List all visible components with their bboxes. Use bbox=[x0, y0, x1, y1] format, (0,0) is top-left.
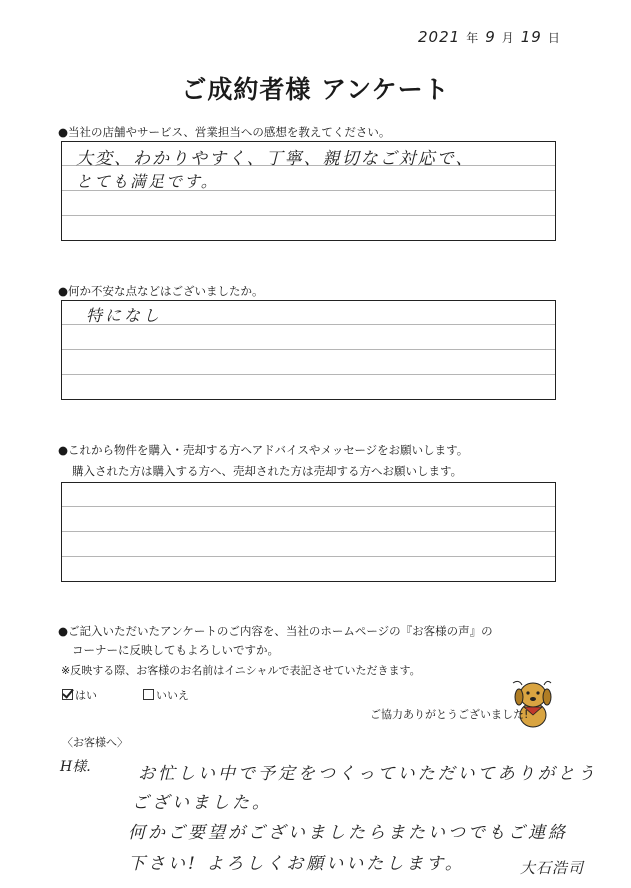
message-line: 何かご要望がございましたらまたいつでもご連絡 bbox=[128, 823, 568, 843]
checkbox-no[interactable] bbox=[143, 689, 154, 700]
checkbox-yes[interactable] bbox=[62, 689, 73, 700]
question-advice: ●これから物件を購入・売却する方へアドバイスやメッセージをお願いします。 bbox=[58, 443, 469, 457]
to-customer-heading: 〈お客様へ〉 bbox=[62, 736, 128, 749]
message-line: お忙しい中で予定をつくっていただいてありがとう bbox=[138, 764, 598, 784]
thanks-message: ご協力ありがとうございました! bbox=[370, 708, 529, 721]
message-line: ございました。 bbox=[132, 793, 272, 813]
answer-box-impressions bbox=[61, 141, 556, 241]
message-line: 下さい! よろしくお願いいたします。 bbox=[128, 854, 465, 874]
signature: 大石浩司 bbox=[520, 859, 585, 877]
option-no[interactable]: いいえ bbox=[143, 687, 189, 703]
question-advice-sub: 購入された方は購入する方へ、売却された方は売却する方へお願いします。 bbox=[72, 464, 463, 478]
question-concerns: ●何か不安な点などはございましたか。 bbox=[58, 284, 264, 298]
answer-line: 大変、わかりやすく、丁寧、親切なご対応で、 bbox=[76, 149, 475, 169]
survey-date: 2021 年 9 月 19 日 bbox=[418, 28, 561, 46]
answer-line: とても満足です。 bbox=[76, 172, 219, 191]
option-yes[interactable]: はい bbox=[62, 687, 97, 703]
answer-box-advice bbox=[61, 482, 556, 582]
consent-question-cont: コーナーに反映してもよろしいですか。 bbox=[72, 643, 279, 657]
page-title: ご成約者様 アンケート bbox=[181, 75, 450, 104]
consent-note: ※反映する際、お客様のお名前はイニシャルで表記させていただきます。 bbox=[61, 664, 421, 677]
consent-question: ●ご記入いただいたアンケートのご内容を、当社のホームページの『お客様の声』の bbox=[58, 624, 493, 638]
addressee: H様. bbox=[60, 759, 91, 775]
question-impressions: ●当社の店舗やサービス、営業担当への感想を教えてください。 bbox=[58, 125, 391, 139]
answer-line: 特になし bbox=[86, 306, 163, 325]
answer-box-concerns bbox=[61, 300, 556, 400]
